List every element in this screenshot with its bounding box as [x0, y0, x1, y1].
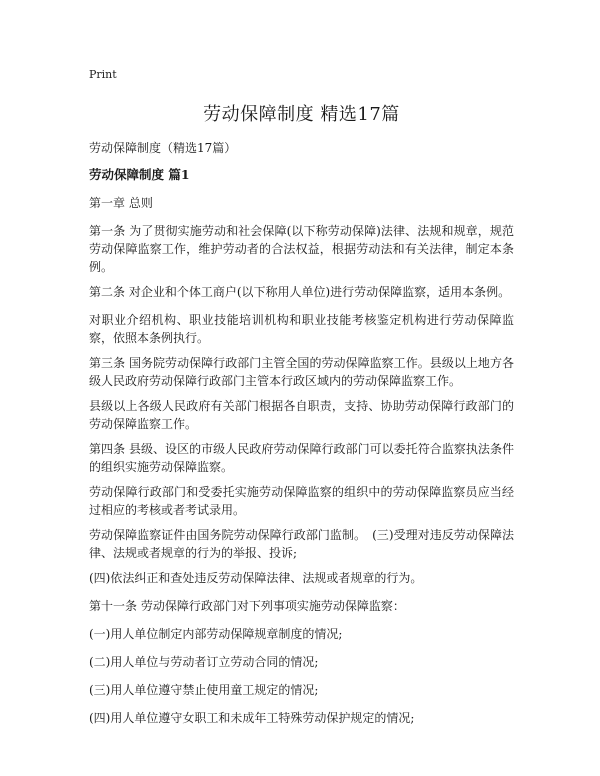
paragraph: 第一条 为了贯彻实施劳动和社会保障(以下称劳动保障)法律、法规和规章，规范劳动保障监察工作，维护劳动者的合法权益，根据劳动法和有关法律，制定本条例。 [89, 224, 514, 274]
paragraph: 第十一条 劳动保障行政部门对下列事项实施劳动保障监察： [89, 599, 405, 613]
chapter-heading: 第一章 总则 [89, 196, 153, 210]
section-heading: 劳动保障制度 篇1 [89, 167, 190, 182]
list-item: (四)用人单位遵守女职工和未成年工特殊劳动保护规定的情况; [89, 711, 415, 725]
list-item: (三)用人单位遵守禁止使用童工规定的情况; [89, 683, 319, 697]
paragraph: 第二条 对企业和个体工商户(以下称用人单位)进行劳动保障监察，适用本条例。 [89, 285, 511, 299]
document-title: 劳动保障制度 精选17篇 [203, 104, 400, 125]
paragraph: 对职业介绍机构、职业技能培训机构和职业技能考核鉴定机构进行劳动保障监察，依照本条例执行。 [89, 313, 514, 345]
list-item: (二)用人单位与劳动者订立劳动合同的情况; [89, 655, 319, 669]
paragraph: 第四条 县级、设区的市级人民政府劳动保障行政部门可以委托符合监察执法条件的组织实施劳动保障监察。 [89, 442, 514, 474]
paragraph: (四)依法纠正和查处违反劳动保障法律、法规或者规章的行为。 [89, 571, 423, 585]
list-item: (一)用人单位制定内部劳动保障规章制度的情况; [89, 627, 343, 641]
document-subtitle: 劳动保障制度（精选17篇） [89, 141, 237, 155]
print-label: Print [89, 68, 117, 81]
paragraph: 劳动保障行政部门和受委托实施劳动保障监察的组织中的劳动保障监察员应当经过相应的考核或者考试录用。 [89, 485, 514, 517]
paragraph: 第三条 国务院劳动保障行政部门主管全国的劳动保障监察工作。县级以上地方各级人民政府劳动保障行政部门主管本行政区域内的劳动保障监察工作。 [89, 356, 514, 388]
paragraph: 县级以上各级人民政府有关部门根据各自职责，支持、协助劳动保障行政部门的劳动保障监察工作。 [89, 399, 514, 431]
paragraph: 劳动保障监察证件由国务院劳动保障行政部门监制。 (三)受理对违反劳动保障法律、法规或者规章的行为的举报、投诉; [89, 528, 514, 560]
